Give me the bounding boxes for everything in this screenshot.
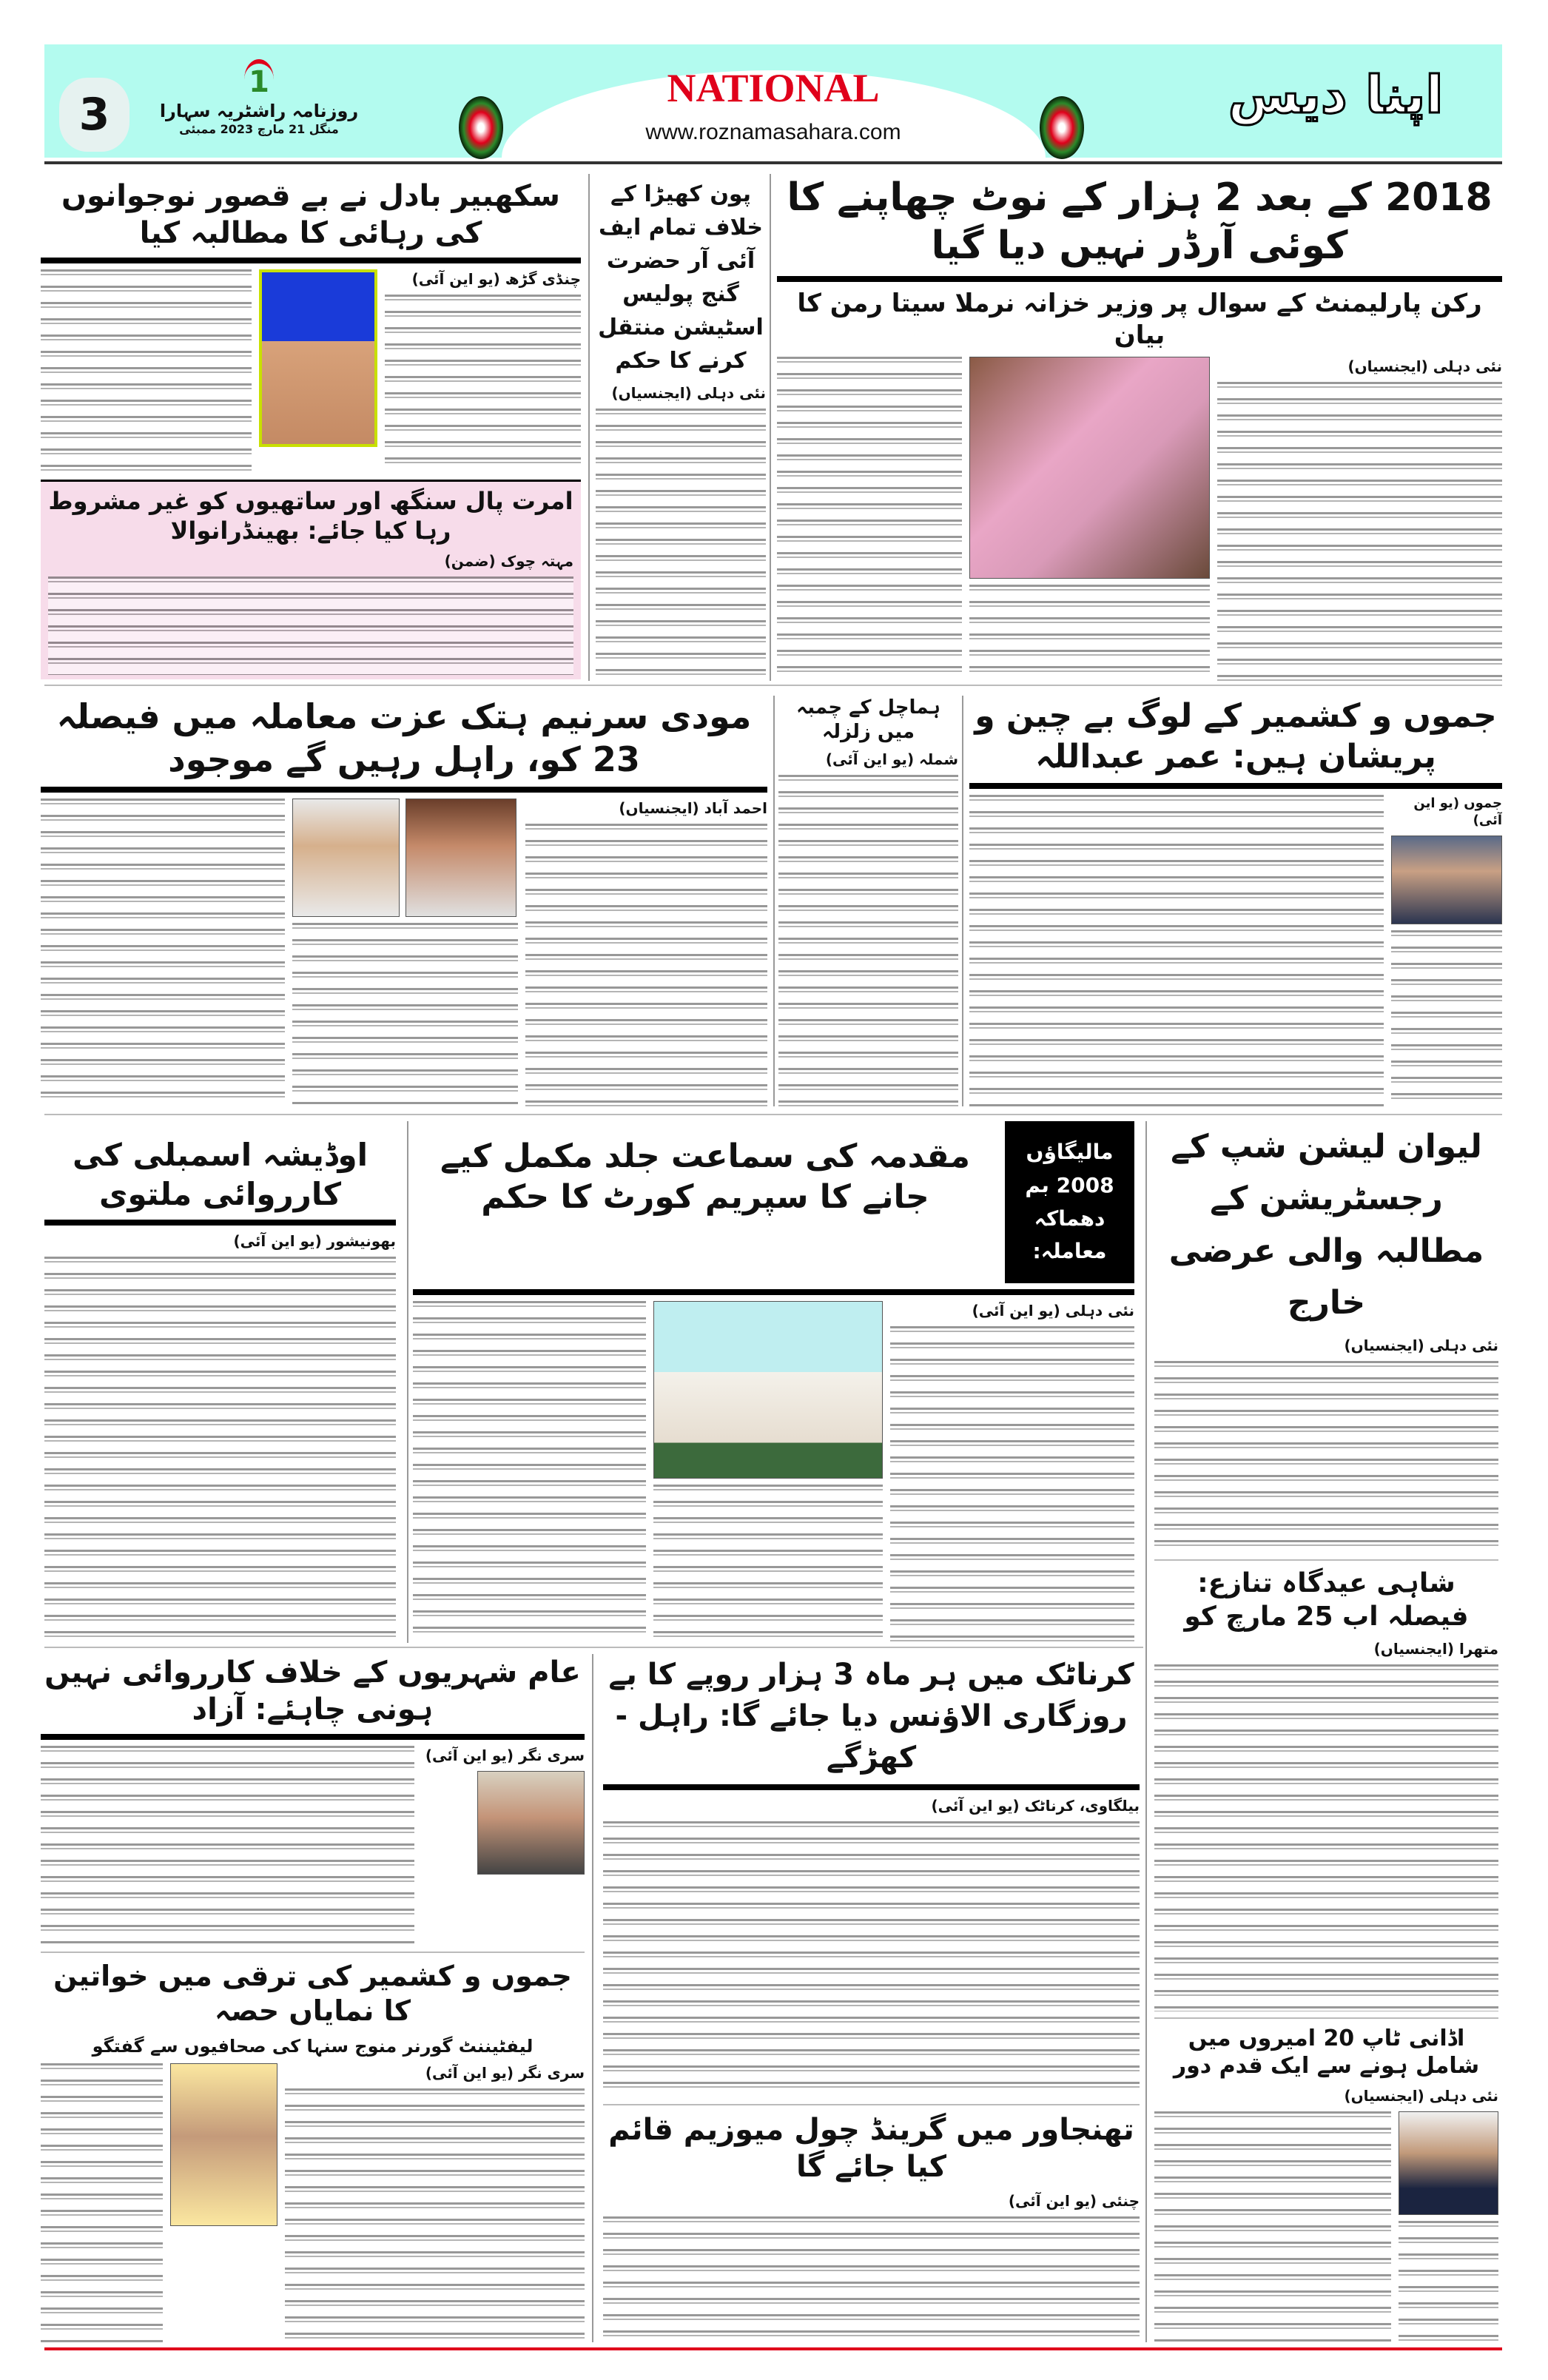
article-body bbox=[890, 1326, 1134, 1643]
dateline: شملہ (یو این آئی) bbox=[825, 750, 958, 768]
headline-chola: تھنجاور میں گرینڈ چول میوزیم قائم کیا جائے گا bbox=[608, 2113, 1134, 2184]
section-title: NATIONAL bbox=[667, 66, 880, 110]
headline-badal: سکھبیر بادل نے بے قصور نوجوانوں کی رہائی کا مطالبہ کیا bbox=[61, 179, 561, 250]
story-khera bbox=[596, 178, 766, 681]
article-body bbox=[653, 1485, 883, 1643]
footer-rule bbox=[44, 2347, 1502, 2350]
headline-azad: عام شہریوں کے خلاف کارروائی نہیں ہونی چاہئے: آزاد bbox=[44, 1655, 581, 1727]
divider bbox=[44, 1647, 1143, 1648]
article-body bbox=[285, 2088, 585, 2342]
divider bbox=[603, 1784, 1140, 1790]
divider bbox=[962, 696, 963, 1106]
story-omar bbox=[969, 696, 1502, 1106]
story-modi bbox=[41, 696, 767, 1106]
amritpal-box bbox=[41, 480, 581, 679]
newspaper-logo bbox=[152, 59, 366, 155]
modi-photo bbox=[292, 799, 400, 917]
divider bbox=[603, 2104, 1140, 2105]
headline-khera: پون کھیڑا کے خلاف تمام ایف آئی آر حضرت گنج پولیس اسٹیشن منتقل کرنے کا حکم bbox=[598, 181, 764, 374]
story-quake bbox=[778, 696, 958, 1106]
article-body bbox=[41, 1746, 414, 1946]
story-azad-jk bbox=[41, 1654, 585, 2342]
dateline: نئی دہلی (ایجنسیاں) bbox=[1344, 1336, 1498, 1354]
dateline: جموں (یو این آئی) bbox=[1413, 796, 1502, 829]
page-number-badge: 3 bbox=[59, 78, 129, 152]
headline-quake: ہماچل کے چمبہ میں زلزلہ bbox=[796, 696, 940, 743]
article-body bbox=[1217, 382, 1502, 681]
subhead-notes: رکن پارلیمنٹ کے سوال پر وزیر خزانہ نرملا سیتا رمن کا بیان bbox=[797, 289, 1482, 350]
divider bbox=[407, 1121, 408, 1643]
section-title-urdu: اپنا دیس bbox=[1228, 64, 1444, 125]
headline-malegaon: مقدمہ کی سماعت جلد مکمل کیے جانے کا سپریم کورٹ کا حکم bbox=[440, 1137, 970, 1216]
headline-amritpal: امرت پال سنگھ اور ساتھیوں کو غیر مشروط رہا کیا جائے: بھینڈرانوالا bbox=[48, 487, 573, 545]
article-body bbox=[1154, 1361, 1498, 1553]
dateline: نئی دہلی (ایجنسیاں) bbox=[1347, 357, 1502, 375]
divider bbox=[44, 1114, 1502, 1115]
article-body bbox=[596, 409, 766, 681]
article-body bbox=[413, 1301, 646, 1643]
article-body bbox=[525, 824, 767, 1106]
article-body bbox=[44, 1257, 396, 1643]
divider bbox=[41, 1734, 585, 1740]
divider bbox=[588, 174, 590, 681]
divider bbox=[777, 276, 1502, 282]
manoj-sinha-photo bbox=[170, 2063, 277, 2226]
dateline: چنئی (یو این آئی) bbox=[1008, 2192, 1140, 2210]
divider bbox=[41, 1952, 585, 1953]
headline-adani: اڈانی ٹاپ 20 امیروں میں شامل ہونے سے ایک قدم دور bbox=[1173, 2025, 1480, 2080]
emblem-icon bbox=[459, 96, 503, 159]
right-column bbox=[1154, 1121, 1498, 2342]
supreme-court-photo bbox=[653, 1301, 883, 1479]
dateline: سری نگر (یو این آئی) bbox=[425, 2063, 585, 2082]
dateline: بھونیشور (یو این آئی) bbox=[233, 1232, 396, 1250]
divider bbox=[413, 1289, 1134, 1295]
article-body bbox=[1391, 930, 1502, 1106]
article-body bbox=[969, 585, 1210, 681]
issue-date: منگل 21 مارچ 2023 ممبئی bbox=[179, 122, 339, 136]
article-body bbox=[969, 795, 1384, 1106]
malegaon-tag: مالیگاؤں 2008 بم دھماکہ معاملہ: bbox=[1005, 1121, 1134, 1283]
dateline: چنڈی گڑھ (یو این آئی) bbox=[411, 270, 581, 288]
article-body bbox=[48, 576, 573, 675]
omar-abdullah-photo bbox=[1391, 836, 1502, 924]
divider bbox=[592, 1654, 593, 2342]
dateline: مہتہ چوک (ضمن) bbox=[444, 552, 573, 570]
headline-idgah: شاہی عیدگاہ تنازع: فیصلہ اب 25 مارچ کو bbox=[1184, 1567, 1469, 1632]
header-rule bbox=[44, 161, 1502, 164]
logo-emblem: 1 bbox=[244, 59, 274, 100]
divider bbox=[1145, 1121, 1147, 2342]
article-body bbox=[292, 923, 518, 1106]
divider bbox=[1154, 2017, 1498, 2019]
headline-karnataka: کرناٹک میں ہر ماہ 3 ہزار روپے کا بے روزگاری الاؤنس دیا جائے گا: راہل - کھڑگے bbox=[608, 1658, 1134, 1775]
rahul-gandhi-photo bbox=[405, 799, 516, 917]
dateline: نئی دہلی (یو این آئی) bbox=[972, 1302, 1134, 1320]
headline-odisha: اوڈیشہ اسمبلی کی کارروائی ملتوی bbox=[72, 1137, 369, 1212]
divider bbox=[969, 783, 1502, 789]
story-badal bbox=[41, 178, 581, 474]
divider bbox=[44, 685, 1502, 686]
story-odisha bbox=[44, 1121, 396, 1643]
subhead-jk-women: لیفٹیننٹ گورنر منوج سنہا کی صحافیوں سے گفتگو bbox=[92, 2035, 534, 2057]
headline-jk-women: جموں و کشمیر کی ترقی میں خواتین کا نمایاں حصہ bbox=[53, 1959, 572, 2028]
divider bbox=[44, 1220, 396, 1226]
article-body bbox=[1154, 1664, 1498, 2011]
emblem-icon bbox=[1040, 96, 1084, 159]
article-body bbox=[778, 775, 958, 1106]
divider bbox=[41, 787, 767, 793]
divider bbox=[773, 696, 775, 1106]
article-body bbox=[603, 1821, 1140, 2098]
dateline: احمد آباد (ایجنسیاں) bbox=[619, 799, 767, 817]
logo-text: روزنامہ راشٹریہ سہارا bbox=[159, 101, 359, 121]
currency-notes-photo bbox=[969, 357, 1210, 579]
article-body bbox=[1154, 2111, 1391, 2342]
story-malegaon bbox=[413, 1121, 1134, 1643]
dateline: نئی دہلی (ایجنسیاں) bbox=[1344, 2086, 1498, 2105]
divider bbox=[41, 258, 581, 263]
article-body bbox=[1399, 2221, 1498, 2342]
headline-modi: مودی سرنیم ہتک عزت معاملہ میں فیصلہ 23 کو، راہل رہیں گے موجود bbox=[56, 696, 752, 779]
article-body bbox=[41, 799, 285, 1106]
divider bbox=[1154, 1559, 1498, 1561]
headline-omar: جموں و کشمیر کے لوگ بے چین و پریشان ہیں: عمر عبداللہ bbox=[975, 697, 1497, 776]
article-body bbox=[603, 2216, 1140, 2342]
dateline: متھرا (ایجنسیاں) bbox=[1373, 1639, 1498, 1658]
gautam-adani-photo bbox=[1399, 2111, 1498, 2215]
dateline: نئی دہلی (ایجنسیاں) bbox=[611, 384, 766, 402]
dateline: بیلگاوی، کرناٹک (یو این آئی) bbox=[931, 1797, 1140, 1815]
story-notes bbox=[777, 174, 1502, 681]
headline-lewan: لیوان لیشن شپ کے رجسٹریشن کے مطالبہ والی عرضی خارج bbox=[1168, 1128, 1484, 1322]
article-body bbox=[41, 2063, 163, 2342]
dateline: سری نگر (یو این آئی) bbox=[425, 1747, 585, 1764]
article-body bbox=[41, 269, 252, 474]
headline-notes: 2018 کے بعد 2 ہزار کے نوٹ چھاپنے کا کوئی آرڈر نہیں دیا گیا bbox=[787, 175, 1493, 268]
divider bbox=[770, 174, 771, 681]
sukhbir-badal-photo bbox=[259, 269, 377, 447]
website-url[interactable]: www.roznamasahara.com bbox=[645, 120, 901, 144]
article-body bbox=[777, 357, 962, 681]
ghulam-nabi-azad-photo bbox=[477, 1771, 585, 1875]
story-karnataka-chola bbox=[603, 1654, 1140, 2342]
article-body bbox=[385, 295, 581, 474]
